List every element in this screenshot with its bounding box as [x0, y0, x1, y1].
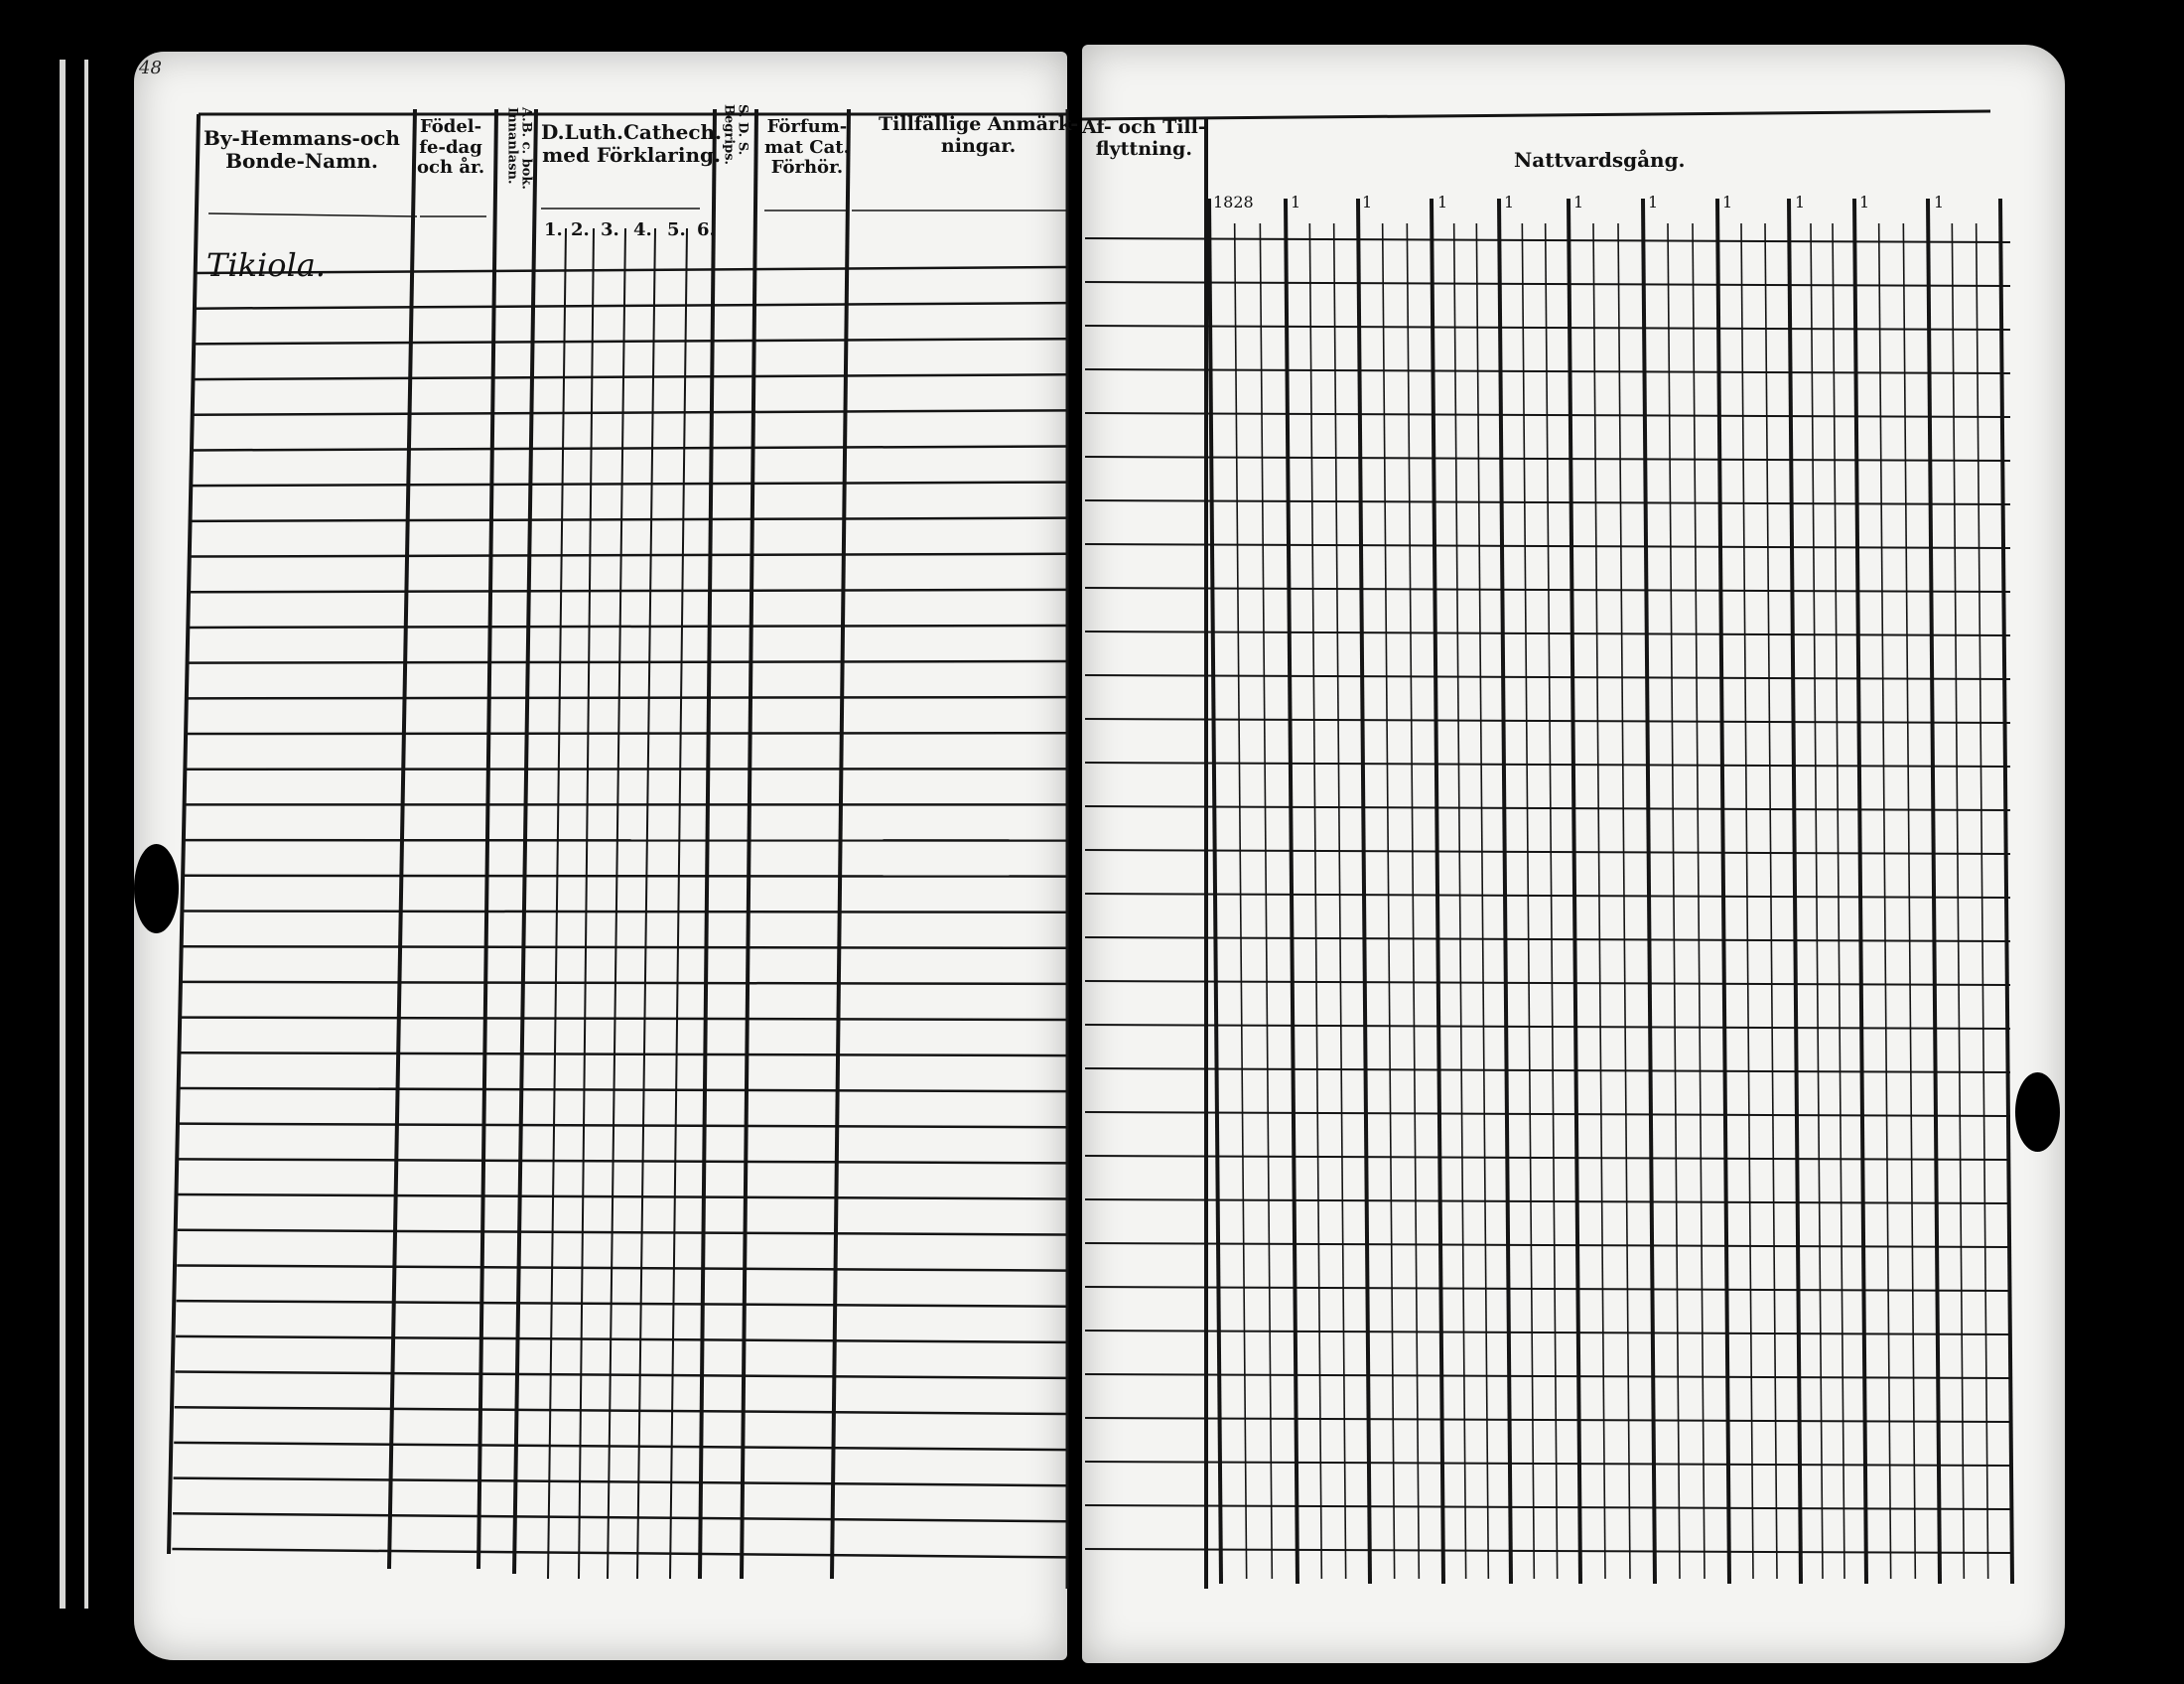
- row-line: [173, 1513, 1067, 1521]
- column-line: [1741, 223, 1753, 1579]
- row-line: [1085, 1462, 2010, 1466]
- column-line: [700, 109, 715, 1579]
- row-line: [188, 626, 1067, 628]
- header-forsum-text: Förfum- mat Cat. Förhör.: [764, 116, 850, 179]
- row-line: [180, 1088, 1067, 1091]
- column-line: [1618, 223, 1630, 1579]
- header-af-och-till: [1082, 117, 1206, 161]
- row-line: [178, 1230, 1067, 1235]
- row-line: [187, 697, 1067, 698]
- row-line: [193, 303, 1067, 309]
- column-line: [1789, 199, 1801, 1584]
- header-tillfallige-text: Tillfällige Anmärk- ningar.: [879, 113, 1079, 157]
- row-line: [176, 1336, 1067, 1342]
- row-line: [1085, 1418, 2010, 1422]
- row-line: [1085, 1068, 2010, 1072]
- subcolumn-number: 6.: [697, 219, 716, 240]
- year-label: 1: [1934, 193, 1945, 211]
- subcolumn-number: 5.: [667, 219, 686, 240]
- row-line: [1085, 981, 2010, 985]
- row-line: [186, 733, 1067, 734]
- header-tillfallige: [879, 114, 1078, 158]
- year-label: 1: [1437, 193, 1448, 211]
- header-by-hemmans-text: By-Hemmans-och Bonde-Namn.: [204, 126, 400, 173]
- header-af-och-till-text: Af- och Till- flyttning.: [1082, 116, 1206, 160]
- header-nattvard: Nattvardsgång.: [1514, 148, 1686, 172]
- header-sds: [721, 104, 750, 213]
- row-line: [1085, 1025, 2010, 1029]
- row-line: [192, 374, 1067, 379]
- row-line: [192, 410, 1067, 414]
- row-line: [1085, 282, 2010, 286]
- row-line: [180, 1124, 1067, 1128]
- column-line: [1765, 223, 1777, 1579]
- subcolumn-number: 1.: [544, 219, 563, 240]
- row-line: [1085, 326, 2010, 330]
- row-line: [1085, 1243, 2010, 1247]
- subcolumn-number: 4.: [633, 219, 652, 240]
- year-label: 1: [1795, 193, 1806, 211]
- header-sds-text: S. D. S. Begrips.: [721, 104, 751, 166]
- header-forsum: [764, 117, 850, 179]
- header-dluth-text: D.Luth.Cathech. med Förklaring.: [541, 120, 723, 167]
- row-line: [189, 590, 1067, 592]
- row-line: [182, 982, 1067, 984]
- column-line: [169, 114, 199, 1554]
- row-line: [1085, 719, 2010, 723]
- year-label: 1: [1291, 193, 1301, 211]
- row-line: [193, 339, 1067, 344]
- row-line: [1085, 937, 2010, 941]
- subcolumn-number: 3.: [601, 219, 619, 240]
- column-line: [1209, 199, 1221, 1584]
- column-line: [608, 228, 625, 1579]
- row-line: [1085, 894, 2010, 898]
- row-line: [1085, 850, 2010, 854]
- row-line: [177, 1301, 1067, 1307]
- row-line: [1085, 1549, 2010, 1553]
- column-line: [548, 228, 566, 1579]
- row-line: [1085, 675, 2010, 679]
- year-label: 1: [1722, 193, 1733, 211]
- row-line: [1085, 1199, 2010, 1203]
- row-line: [189, 554, 1067, 557]
- column-line: [1811, 223, 1823, 1579]
- row-line: [1085, 1331, 2010, 1334]
- header-fodelse-text: Födel- fe-dag och år.: [417, 116, 485, 179]
- header-underline: [208, 213, 417, 216]
- row-line: [1085, 632, 2010, 635]
- column-line: [742, 109, 756, 1579]
- header-fodelse: [417, 117, 484, 179]
- column-line: [1854, 199, 1866, 1584]
- row-line: [181, 1052, 1067, 1055]
- row-line: [190, 483, 1067, 487]
- column-line: [579, 228, 594, 1579]
- column-line: [1693, 223, 1705, 1579]
- row-line: [172, 1549, 1067, 1557]
- row-line: [187, 661, 1067, 663]
- row-line: [191, 446, 1067, 450]
- row-line: [1085, 1112, 2010, 1116]
- header-ab-bok-text: A.B. c. bok. Innanlasn.: [504, 107, 534, 190]
- row-line: [190, 518, 1067, 521]
- row-line: [1085, 1374, 2010, 1378]
- column-line: [1977, 223, 1988, 1579]
- row-line: [1085, 1287, 2010, 1291]
- row-line: [174, 1443, 1067, 1450]
- year-label: 1: [1504, 193, 1515, 211]
- column-line: [1833, 223, 1844, 1579]
- year-label: 1: [1362, 193, 1373, 211]
- row-line: [179, 1159, 1067, 1163]
- row-line: [183, 946, 1067, 948]
- row-line: [181, 1018, 1067, 1020]
- header-by-hemmans: [204, 127, 400, 173]
- year-label: 1: [1859, 193, 1870, 211]
- row-line: [1085, 588, 2010, 592]
- row-line: [1085, 369, 2010, 373]
- subcolumn-number: 2.: [571, 219, 590, 240]
- row-line: [177, 1265, 1067, 1270]
- header-ab-bok: [504, 107, 533, 216]
- row-line: [1085, 1156, 2010, 1160]
- column-line: [1668, 223, 1680, 1579]
- row-line: [184, 876, 1067, 877]
- row-line: [1085, 806, 2010, 810]
- row-line: [175, 1407, 1067, 1414]
- column-line: [832, 109, 849, 1579]
- row-line: [1085, 238, 2010, 242]
- year-label: 1: [1648, 193, 1659, 211]
- header-rule: [1082, 111, 1990, 119]
- page-number: 48: [139, 58, 162, 78]
- year-label: 1: [1573, 193, 1584, 211]
- row-line: [174, 1478, 1067, 1486]
- column-line: [1928, 199, 1940, 1584]
- row-line: [1085, 763, 2010, 767]
- column-line: [1903, 223, 1915, 1579]
- year-label: 1828: [1213, 193, 1254, 211]
- row-line: [178, 1194, 1067, 1198]
- column-line: [1879, 223, 1891, 1579]
- handwritten-entry: Tikiola.: [206, 246, 326, 284]
- column-line: [1952, 223, 1964, 1579]
- row-line: [1085, 1505, 2010, 1509]
- column-line: [2000, 199, 2012, 1584]
- row-line: [175, 1372, 1067, 1378]
- header-dluth: [541, 121, 722, 167]
